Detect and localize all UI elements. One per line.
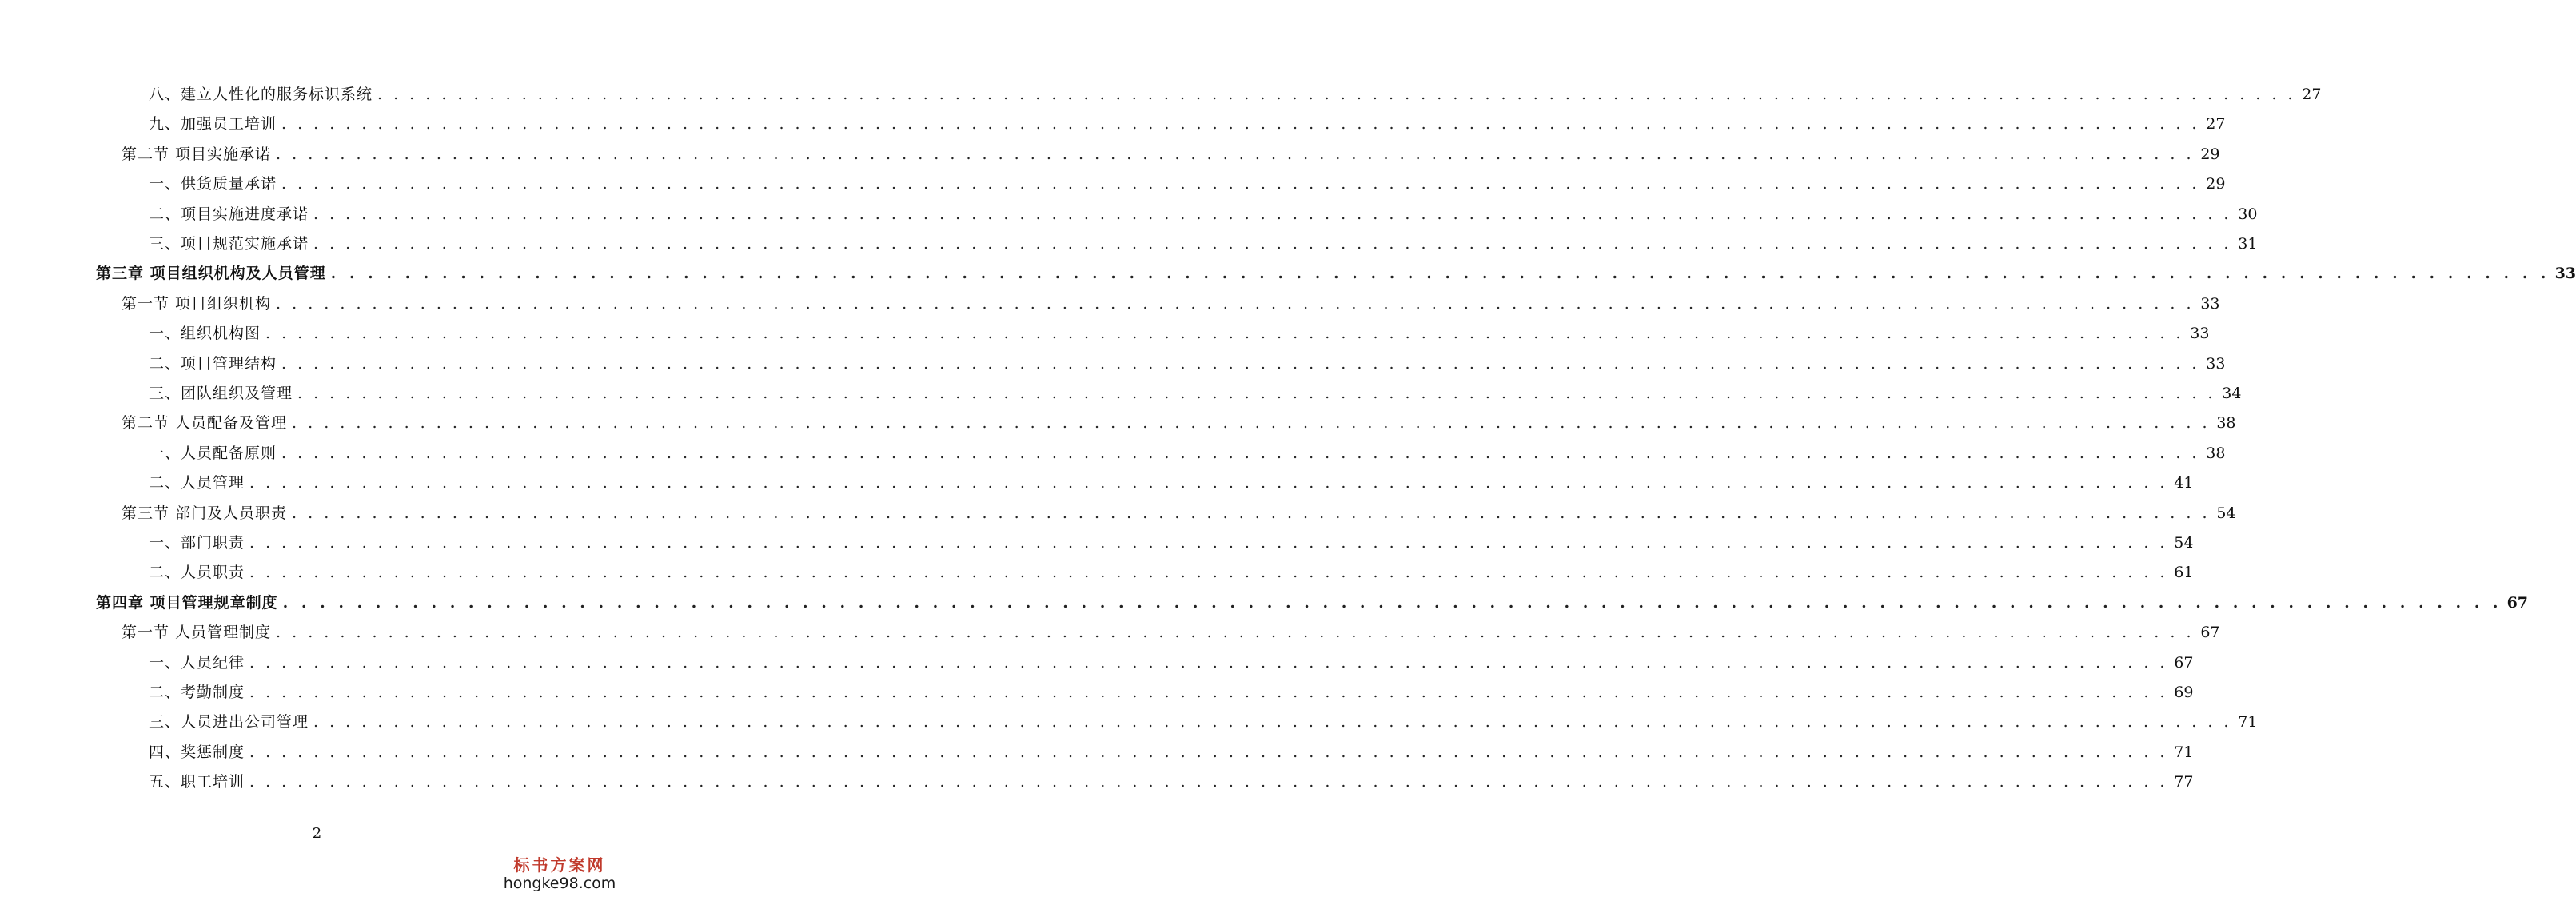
- toc-page-number: 33: [2190, 325, 2210, 342]
- toc-label: 五、职工培训: [149, 773, 245, 791]
- toc-item[interactable]: [149, 200, 2258, 229]
- dot-leader: . . . . . . . . . . . . . . . . . . . . . . . . . . . . . . . . . . . . . . . . . . . . . . . . . . . . . . . . . . . . . . . . . . . . . . . . . . . . . . . . . . . . . . . . . . . . . . . . . . . . . . . . . . . . . . . . . . . . . . . .: [313, 205, 2232, 223]
- dot-leader: . . . . . . . . . . . . . . . . . . . . . . . . . . . . . . . . . . . . . . . . . . . . . . . . . . . . . . . . . . . . . . . . . . . . . . . . . . . . . . . . . . . . . . . . . . . . . . . . . . . . . . . . . . . . . . . . . . . . . . . .: [276, 295, 2195, 313]
- dot-leader: . . . . . . . . . . . . . . . . . . . . . . . . . . . . . . . . . . . . . . . . . . . . . . . . . . . . . . . . . . . . . . . . . . . . . . . . . . . . . . . . . . . . . . . . . . . . . . . . . . . . . . . . . . . . . . . . . . . . . . . .: [330, 265, 2550, 282]
- toc-label: 一、人员配备原则: [149, 445, 277, 462]
- toc-chapter[interactable]: [96, 588, 2529, 618]
- toc-item[interactable]: [149, 439, 2226, 468]
- toc-label: 第二节 项目实施承诺: [122, 146, 272, 163]
- watermark-title: 标书方案网: [513, 855, 606, 875]
- toc-item[interactable]: [149, 379, 2242, 409]
- toc-item[interactable]: [149, 80, 2322, 110]
- toc-item[interactable]: [149, 468, 2194, 498]
- toc-item[interactable]: [149, 349, 2226, 379]
- dot-leader: . . . . . . . . . . . . . . . . . . . . . . . . . . . . . . . . . . . . . . . . . . . . . . . . . . . . . . . . . . . . . . . . . . . . . . . . . . . . . . . . . . . . . . . . . . . . . . . . . . . . . . . . . . . . . . . . . . . . . . . .: [292, 504, 2211, 522]
- toc-label: 一、部门职责: [149, 534, 245, 552]
- toc-section[interactable]: [122, 409, 2236, 438]
- dot-leader: . . . . . . . . . . . . . . . . . . . . . . . . . . . . . . . . . . . . . . . . . . . . . . . . . . . . . . . . . . . . . . . . . . . . . . . . . . . . . . . . . . . . . . . . . . . . . . . . . . . . . . . . . . . . . . . . . . . . . . . .: [292, 414, 2211, 432]
- toc-label: 二、考勤制度: [149, 684, 245, 701]
- toc-page-number: 67: [2174, 654, 2194, 672]
- toc-label: 第三章 项目组织机构及人员管理: [96, 265, 326, 282]
- dot-leader: . . . . . . . . . . . . . . . . . . . . . . . . . . . . . . . . . . . . . . . . . . . . . . . . . . . . . . . . . . . . . . . . . . . . . . . . . . . . . . . . . . . . . . . . . . . . . . . . . . . . . . . . . . . . . . . . . . . . . . . .: [249, 684, 2168, 701]
- toc-page-number: 38: [2216, 414, 2236, 432]
- toc-page-number: 38: [2206, 445, 2226, 462]
- toc-item[interactable]: [149, 229, 2258, 259]
- toc-item[interactable]: [149, 648, 2194, 678]
- toc-item[interactable]: [149, 767, 2194, 797]
- toc-label: 二、项目实施进度承诺: [149, 205, 309, 223]
- toc-item[interactable]: [149, 110, 2226, 139]
- toc-label: 一、组织机构图: [149, 325, 261, 342]
- toc-page-number: 31: [2238, 235, 2258, 253]
- toc-page-number: 34: [2222, 385, 2242, 402]
- page-number: 2: [312, 825, 322, 842]
- toc-label: 第三节 部门及人员职责: [122, 504, 288, 522]
- toc-chapter[interactable]: [96, 259, 2576, 289]
- toc-page-number: 33: [2554, 265, 2576, 282]
- toc-label: 三、人员进出公司管理: [149, 713, 309, 731]
- dot-leader: . . . . . . . . . . . . . . . . . . . . . . . . . . . . . . . . . . . . . . . . . . . . . . . . . . . . . . . . . . . . . . . . . . . . . . . . . . . . . . . . . . . . . . . . . . . . . . . . . . . . . . . . . . . . . . . . . . . . . . . .: [249, 534, 2168, 552]
- toc-label: 第一节 人员管理制度: [122, 624, 272, 641]
- toc-label: 三、团队组织及管理: [149, 385, 293, 402]
- dot-leader: . . . . . . . . . . . . . . . . . . . . . . . . . . . . . . . . . . . . . . . . . . . . . . . . . . . . . . . . . . . . . . . . . . . . . . . . . . . . . . . . . . . . . . . . . . . . . . . . . . . . . . . . . . . . . . . . . . . . . . . .: [265, 325, 2184, 342]
- toc-page-number: 29: [2200, 146, 2220, 163]
- toc-item[interactable]: [149, 528, 2194, 558]
- toc-page-number: 61: [2174, 564, 2194, 581]
- toc-label: 二、项目管理结构: [149, 355, 277, 373]
- dot-leader: . . . . . . . . . . . . . . . . . . . . . . . . . . . . . . . . . . . . . . . . . . . . . . . . . . . . . . . . . . . . . . . . . . . . . . . . . . . . . . . . . . . . . . . . . . . . . . . . . . . . . . . . . . . . . . . . . . . . . . . .: [281, 115, 2200, 133]
- watermark-logo: [500, 855, 620, 892]
- toc-item[interactable]: [149, 678, 2194, 708]
- toc-section[interactable]: [122, 499, 2236, 528]
- dot-leader: . . . . . . . . . . . . . . . . . . . . . . . . . . . . . . . . . . . . . . . . . . . . . . . . . . . . . . . . . . . . . . . . . . . . . . . . . . . . . . . . . . . . . . . . . . . . . . . . . . . . . . . . . . . . . . . . . . . . . . . .: [377, 86, 2296, 103]
- toc-page-number: 67: [2506, 594, 2529, 612]
- toc-label: 第四章 项目管理规章制度: [96, 594, 278, 612]
- dot-leader: . . . . . . . . . . . . . . . . . . . . . . . . . . . . . . . . . . . . . . . . . . . . . . . . . . . . . . . . . . . . . . . . . . . . . . . . . . . . . . . . . . . . . . . . . . . . . . . . . . . . . . . . . . . . . . . . . . . . . . . .: [249, 744, 2168, 761]
- toc-item[interactable]: [149, 738, 2194, 767]
- toc-page-number: 71: [2174, 744, 2194, 761]
- dot-leader: . . . . . . . . . . . . . . . . . . . . . . . . . . . . . . . . . . . . . . . . . . . . . . . . . . . . . . . . . . . . . . . . . . . . . . . . . . . . . . . . . . . . . . . . . . . . . . . . . . . . . . . . . . . . . . . . . . . . . . . .: [281, 445, 2200, 462]
- toc-label: 一、人员纪律: [149, 654, 245, 672]
- dot-leader: . . . . . . . . . . . . . . . . . . . . . . . . . . . . . . . . . . . . . . . . . . . . . . . . . . . . . . . . . . . . . . . . . . . . . . . . . . . . . . . . . . . . . . . . . . . . . . . . . . . . . . . . . . . . . . . . . . . . . . . .: [313, 235, 2232, 253]
- watermark-url: hongke98.com: [503, 875, 616, 892]
- toc-label: 四、奖惩制度: [149, 744, 245, 761]
- toc-page-number: 30: [2238, 205, 2258, 223]
- dot-leader: . . . . . . . . . . . . . . . . . . . . . . . . . . . . . . . . . . . . . . . . . . . . . . . . . . . . . . . . . . . . . . . . . . . . . . . . . . . . . . . . . . . . . . . . . . . . . . . . . . . . . . . . . . . . . . . . . . . . . . . .: [282, 594, 2502, 612]
- toc-page-number: 27: [2206, 115, 2226, 133]
- toc-item[interactable]: [149, 319, 2210, 349]
- toc-section[interactable]: [122, 140, 2220, 169]
- dot-leader: . . . . . . . . . . . . . . . . . . . . . . . . . . . . . . . . . . . . . . . . . . . . . . . . . . . . . . . . . . . . . . . . . . . . . . . . . . . . . . . . . . . . . . . . . . . . . . . . . . . . . . . . . . . . . . . . . . . . . . . .: [276, 146, 2195, 163]
- dot-leader: . . . . . . . . . . . . . . . . . . . . . . . . . . . . . . . . . . . . . . . . . . . . . . . . . . . . . . . . . . . . . . . . . . . . . . . . . . . . . . . . . . . . . . . . . . . . . . . . . . . . . . . . . . . . . . . . . . . . . . . .: [276, 624, 2195, 641]
- dot-leader: . . . . . . . . . . . . . . . . . . . . . . . . . . . . . . . . . . . . . . . . . . . . . . . . . . . . . . . . . . . . . . . . . . . . . . . . . . . . . . . . . . . . . . . . . . . . . . . . . . . . . . . . . . . . . . . . . . . . . . . .: [297, 385, 2216, 402]
- toc-label: 八、建立人性化的服务标识系统: [149, 86, 373, 103]
- dot-leader: . . . . . . . . . . . . . . . . . . . . . . . . . . . . . . . . . . . . . . . . . . . . . . . . . . . . . . . . . . . . . . . . . . . . . . . . . . . . . . . . . . . . . . . . . . . . . . . . . . . . . . . . . . . . . . . . . . . . . . . .: [313, 713, 2232, 731]
- toc-item[interactable]: [149, 558, 2194, 588]
- dot-leader: . . . . . . . . . . . . . . . . . . . . . . . . . . . . . . . . . . . . . . . . . . . . . . . . . . . . . . . . . . . . . . . . . . . . . . . . . . . . . . . . . . . . . . . . . . . . . . . . . . . . . . . . . . . . . . . . . . . . . . . .: [249, 564, 2168, 581]
- toc-label: 三、项目规范实施承诺: [149, 235, 309, 253]
- toc-label: 二、人员职责: [149, 564, 245, 581]
- toc-label: 第一节 项目组织机构: [122, 295, 272, 313]
- dot-leader: . . . . . . . . . . . . . . . . . . . . . . . . . . . . . . . . . . . . . . . . . . . . . . . . . . . . . . . . . . . . . . . . . . . . . . . . . . . . . . . . . . . . . . . . . . . . . . . . . . . . . . . . . . . . . . . . . . . . . . . .: [281, 355, 2200, 373]
- toc-label: 第二节 人员配备及管理: [122, 414, 288, 432]
- toc-item[interactable]: [149, 169, 2226, 199]
- dot-leader: . . . . . . . . . . . . . . . . . . . . . . . . . . . . . . . . . . . . . . . . . . . . . . . . . . . . . . . . . . . . . . . . . . . . . . . . . . . . . . . . . . . . . . . . . . . . . . . . . . . . . . . . . . . . . . . . . . . . . . . .: [281, 175, 2200, 193]
- dot-leader: . . . . . . . . . . . . . . . . . . . . . . . . . . . . . . . . . . . . . . . . . . . . . . . . . . . . . . . . . . . . . . . . . . . . . . . . . . . . . . . . . . . . . . . . . . . . . . . . . . . . . . . . . . . . . . . . . . . . . . . .: [249, 773, 2168, 791]
- toc-page-number: 33: [2206, 355, 2226, 373]
- toc-page-number: 41: [2174, 474, 2194, 492]
- toc-section[interactable]: [122, 289, 2220, 319]
- toc-page-number: 54: [2216, 504, 2236, 522]
- toc-page-number: 77: [2174, 773, 2194, 791]
- toc-page-number: 54: [2174, 534, 2194, 552]
- toc-label: 九、加强员工培训: [149, 115, 277, 133]
- toc-page-number: 33: [2200, 295, 2220, 313]
- toc-item[interactable]: [149, 708, 2258, 737]
- toc-label: 一、供货质量承诺: [149, 175, 277, 193]
- dot-leader: . . . . . . . . . . . . . . . . . . . . . . . . . . . . . . . . . . . . . . . . . . . . . . . . . . . . . . . . . . . . . . . . . . . . . . . . . . . . . . . . . . . . . . . . . . . . . . . . . . . . . . . . . . . . . . . . . . . . . . . .: [249, 654, 2168, 672]
- toc-page-number: 29: [2206, 175, 2226, 193]
- toc-page-number: 67: [2200, 624, 2220, 641]
- toc-page-number: 27: [2302, 86, 2322, 103]
- toc-section[interactable]: [122, 618, 2220, 648]
- dot-leader: . . . . . . . . . . . . . . . . . . . . . . . . . . . . . . . . . . . . . . . . . . . . . . . . . . . . . . . . . . . . . . . . . . . . . . . . . . . . . . . . . . . . . . . . . . . . . . . . . . . . . . . . . . . . . . . . . . . . . . . .: [249, 474, 2168, 492]
- toc-page-number: 71: [2238, 713, 2258, 731]
- toc-page-number: 69: [2174, 684, 2194, 701]
- toc-label: 二、人员管理: [149, 474, 245, 492]
